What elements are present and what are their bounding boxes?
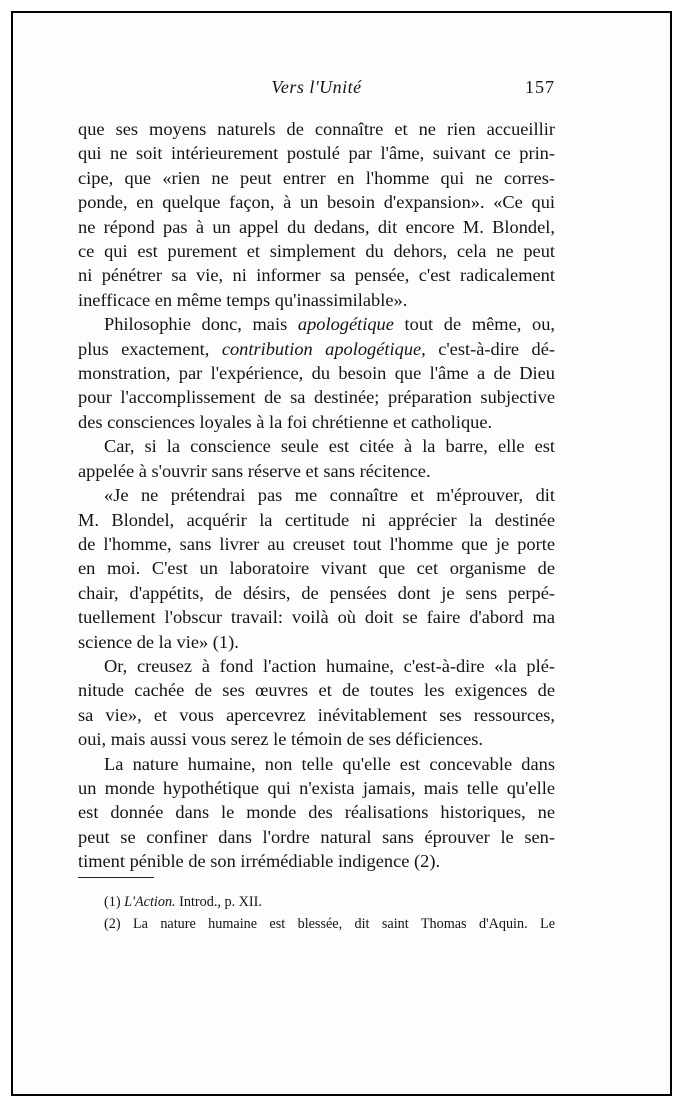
text-line: science de la vie» (1). xyxy=(78,631,239,652)
text-line: ponde, en quelque façon, à un besoin d'expansion». «Ce qui xyxy=(78,192,555,213)
text-line: un monde hypothétique qui n'exista jamais, mais telle qu'elle xyxy=(78,777,555,798)
footnote-text: Introd., p. XII. xyxy=(175,894,262,910)
text-line: que ses moyens naturels de connaître et ne rien accueillir xyxy=(78,119,555,139)
emphasis-contribution: contribution apologétique, xyxy=(221,338,426,359)
text-run: Philosophie donc, mais xyxy=(104,314,298,335)
paragraph-6 xyxy=(78,752,555,874)
text-line: ni pénétrer sa vie, ni informer sa pensée, c'est radicalement xyxy=(78,265,555,286)
footnote-text: La nature humaine est blessée, dit saint Thomas d'Aquin. Le xyxy=(120,916,555,932)
emphasis-apologetique: apologétique xyxy=(297,314,394,335)
text-line: ne répond pas à un appel du dedans, dit encore M. Blondel, xyxy=(78,216,555,237)
text-line: sa vie», et vous apercevrez inévitablement ses ressources, xyxy=(78,704,555,725)
paragraph-1 xyxy=(78,117,555,312)
paragraph-3 xyxy=(78,434,555,483)
footnote-title: L'Action. xyxy=(124,894,176,910)
text-line: peut se confiner dans l'ordre natural sans éprouver le sen- xyxy=(78,826,555,847)
text-line: chair, d'appétits, de désirs, de pensées dont je sens perpé- xyxy=(78,582,555,603)
text-line: monstration, par l'expérience, du besoin que l'âme a de Dieu xyxy=(78,363,555,384)
text-line: en moi. C'est un laboratoire vivant que cet organisme de xyxy=(78,558,555,579)
text-line: pour l'accomplissement de sa destinée; préparation subjective xyxy=(78,387,555,408)
footnote-marker: (1) xyxy=(104,894,121,910)
text-line: M. Blondel, acquérir la certitude ni apprécier la destinée xyxy=(78,509,555,530)
text-line: est donnée dans le monde des réalisations historiques, ne xyxy=(78,802,555,823)
footnote-2 xyxy=(104,913,555,935)
body-text xyxy=(78,117,555,874)
text-line: nitude cachée de ses œuvres et de toutes les exigences de xyxy=(78,680,555,701)
running-title: Vers l'Unité xyxy=(271,77,362,97)
text-line: de l'homme, sans livrer au creuset tout l'homme que je porte xyxy=(78,533,555,554)
text-line: cipe, que «rien ne peut entrer en l'homme qui ne corres- xyxy=(78,167,555,188)
footnote-1 xyxy=(104,891,555,913)
text-line: Or, creusez à fond l'action humaine, c'est-à-dire «la plé- xyxy=(104,655,555,676)
page-number: 157 xyxy=(525,77,555,97)
text-line: tuellement l'obscur travail: voilà où doit se faire d'abord ma xyxy=(78,607,555,628)
footnote-marker: (2) xyxy=(104,916,121,932)
text-line: timent pénible de son irrémédiable indigence (2). xyxy=(78,851,441,872)
footnotes xyxy=(104,891,555,935)
text-line xyxy=(78,312,555,336)
paragraph-4 xyxy=(78,483,555,654)
text-line: ce qui est purement et simplement du dehors, cela ne peut xyxy=(78,241,555,262)
text-line: oui, mais aussi vous serez le témoin de ses déficiences. xyxy=(78,729,483,750)
text-line: «Je ne prétendrai pas me connaître et m'éprouver, dit xyxy=(104,485,555,506)
text-line: appelée à s'ouvrir sans réserve et sans récitence. xyxy=(78,460,431,481)
text-line: des consciences loyales à la foi chrétienne et catholique. xyxy=(78,411,493,432)
footnote-separator xyxy=(78,877,154,878)
text-run: tout de même, ou, xyxy=(393,314,555,335)
text-line: La nature humaine, non telle qu'elle est concevable dans xyxy=(104,753,555,774)
text-line: qui ne soit intérieurement postulé par l'âme, suivant ce prin- xyxy=(78,143,555,164)
text-line: inefficace en même temps qu'inassimilable». xyxy=(78,289,408,310)
text-line: Car, si la conscience seule est citée à la barre, elle est xyxy=(104,436,555,457)
text-run: plus exactement, xyxy=(78,338,222,359)
paragraph-5 xyxy=(78,654,555,752)
text-line xyxy=(78,337,555,361)
page-header xyxy=(78,77,555,101)
text-run: c'est-à-dire dé- xyxy=(425,338,555,359)
paragraph-2 xyxy=(78,312,555,434)
